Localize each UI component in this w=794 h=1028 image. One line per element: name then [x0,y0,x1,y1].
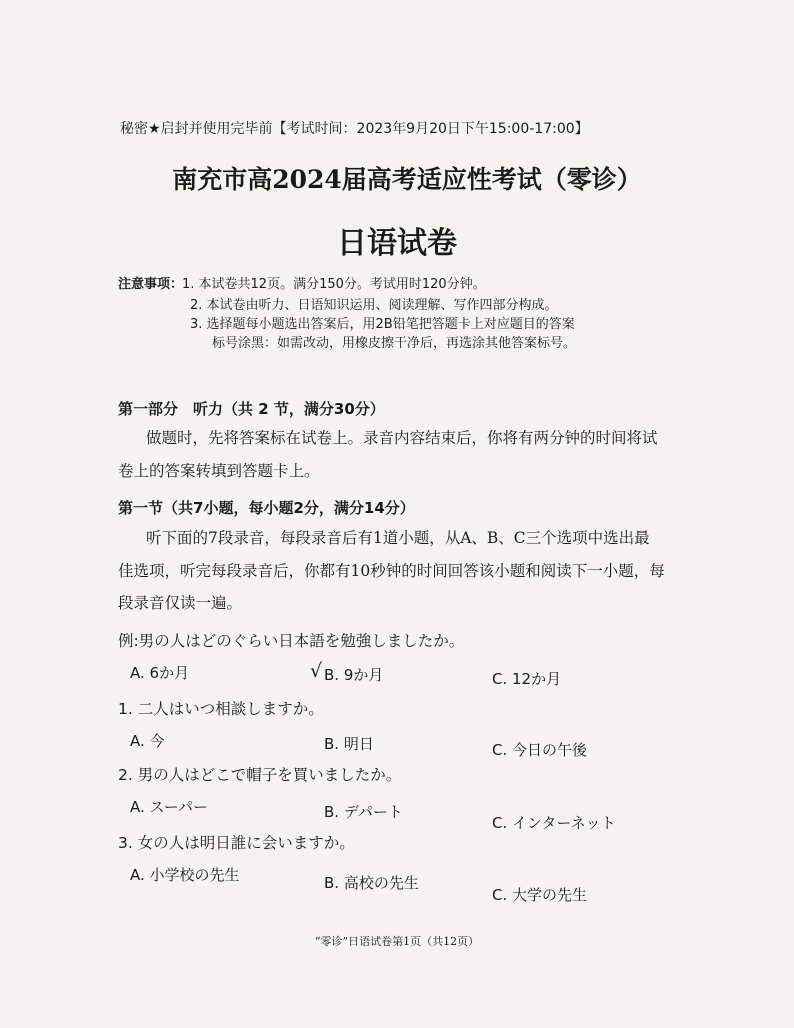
section1-instruction-line1: 听下面的7段录音，每段录音后有1道小题，从A、B、C三个选项中选出最 [146,529,650,547]
page-footer: “零诊”日语试卷第1页（共12页） [314,935,480,948]
example-question: 例:男の人はどのぐらい日本語を勉強しましたか。 [118,632,465,650]
notice-item-3-cont: 标号涂黑：如需改动，用橡皮擦干净后，再选涂其他答案标号。 [212,336,577,351]
question-3-option-c: C. 大学の先生 [492,886,588,904]
part1-instruction-line2: 卷上的答案转填到答题卡上。 [118,462,320,480]
example-check-mark: √ [310,660,323,682]
exam-subtitle: 日语试卷 [337,226,457,261]
question-1-option-c: C. 今日の午後 [492,741,588,759]
notice-item-2: 2. 本试卷由听力、日语知识运用、阅读理解、写作四部分构成。 [190,298,558,313]
notice-item-1: 1. 本试卷共12页。满分150分。考试用时120分钟。 [182,277,486,292]
example-option-c: C. 12か月 [492,670,562,688]
question-2: 2. 男の人はどこで帽子を買いましたか。 [118,766,402,784]
section1-instruction-line3: 段录音仅读一遍。 [118,594,243,612]
section1-heading: 第一节（共7小题，每小题2分，满分14分） [118,499,415,517]
question-1: 1. 二人はいつ相談しますか。 [118,700,324,718]
exam-title: 南充市高2024届高考适应性考试（零诊） [172,165,642,194]
notice-item-3: 3. 选择题每小题选出答案后，用2B铅笔把答题卡上对应题目的答案 [190,317,575,332]
question-2-option-c: C. インターネット [492,814,616,832]
confidential-header: 秘密★启封并使用完毕前【考试时间：2023年9月20日下午15:00-17:00】 [120,121,589,137]
notice-label: 注意事项： [118,277,184,292]
question-1-option-b: B. 明日 [324,735,374,753]
question-3-option-b: B. 高校の先生 [324,874,419,892]
question-2-option-a: A. スーパー [130,798,209,816]
part1-heading: 第一部分 听力（共 2 节，满分30分） [118,400,385,418]
question-1-option-a: A. 今 [130,732,165,750]
example-option-a: A. 6か月 [130,664,190,682]
question-3-option-a: A. 小学校の先生 [130,866,240,884]
question-2-option-b: B. デパート [324,803,403,821]
example-option-b: B. 9か月 [324,666,384,684]
question-3: 3. 女の人は明日誰に会いますか。 [118,834,355,852]
part1-instruction-line1: 做题时，先将答案标在试卷上。录音内容结束后，你将有两分钟的时间将试 [146,429,658,447]
section1-instruction-line2: 佳选项，听完每段录音后，你都有10秒钟的时间回答该小题和阅读下一小题，每 [118,562,665,580]
